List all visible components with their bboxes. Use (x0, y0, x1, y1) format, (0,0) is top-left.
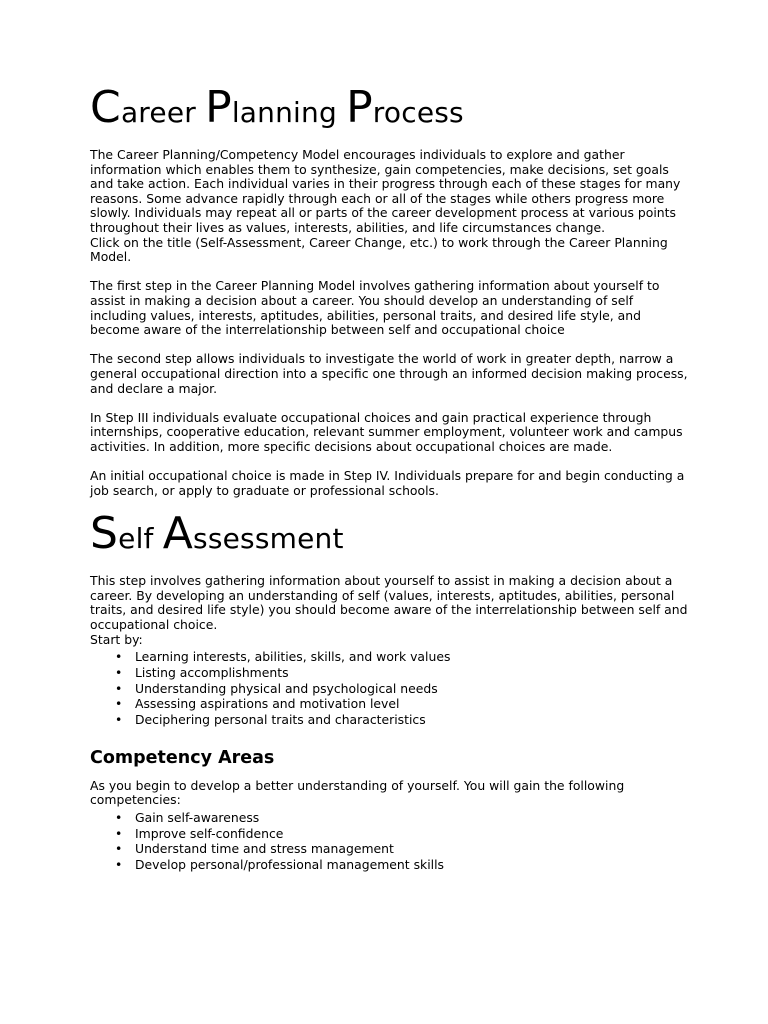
list-item: • Learning interests, abilities, skills, and work values (135, 649, 690, 665)
list-item: • Understand time and stress management (135, 841, 690, 857)
start-by-label: Start by: (90, 631, 143, 647)
title-word: Self (90, 508, 154, 560)
list-item: • Listing accomplishments (135, 665, 690, 681)
document-page (90, 82, 690, 873)
step-four-paragraph: An initial occupational choice is made in Step IV. Individuals prepare for and begin conducting a job search, or apply to graduate or professional schools. (90, 468, 685, 498)
intro-instruction: Click on the title (Self-Assessment, Career Change, etc.) to work through the Career Planning Model. (90, 234, 668, 265)
title-word: Assessment (162, 508, 344, 560)
step-one-paragraph: The first step in the Career Planning Model involves gathering information about yourself to assist in making a decision about a career. You should develop an understanding of self including values, interests, aptitudes, abilities, personal traits, and desired life style, and become aware of the interrelationship between self and occupational choice (90, 278, 660, 338)
list-item: • Improve self-confidence (135, 826, 690, 842)
self-assessment-list (90, 649, 690, 728)
competency-areas-heading: Competency Areas (90, 747, 275, 768)
title-word: Career (90, 82, 196, 133)
list-item: • Gain self-awareness (135, 810, 690, 826)
self-assessment-paragraph: This step involves gathering information about yourself to assist in making a decision about a career. By developing an understanding of self (values, interests, aptitudes, abilities, personal traits, and desired life style) you should become aware of the interrelationship between self and occupational choice. (90, 573, 688, 633)
list-item: • Assessing aspirations and motivation level (135, 696, 690, 712)
list-item: • Understanding physical and psychological needs (135, 681, 690, 697)
section-title-self-assessment (90, 508, 690, 560)
list-item: • Develop personal/professional management skills (135, 857, 690, 873)
title-word: Planning (205, 82, 337, 133)
page-title-career-planning-process (90, 82, 690, 133)
step-three-paragraph: In Step III individuals evaluate occupational choices and gain practical experience through internships, cooperative education, relevant summer employment, volunteer work and campus activities. In addition, more specific decisions about occupational choices are made. (90, 409, 683, 454)
step-two-paragraph: The second step allows individuals to investigate the world of work in greater depth, narrow a general occupational direction into a specific one through an informed decision making process, and declare a major. (90, 351, 688, 396)
competency-list (90, 810, 690, 873)
title-word: Process (346, 82, 464, 133)
list-item: • Deciphering personal traits and characteristics (135, 712, 690, 728)
competency-paragraph: As you begin to develop a better understanding of yourself. You will gain the following competencies: (90, 777, 625, 808)
intro-paragraph: The Career Planning/Competency Model encourages individuals to explore and gather information which enables them to synthesize, gain competencies, make decisions, set goals and take action. Each individual varies in their progress through each of these stages for many reasons. Some advance rapidly through each or all of the stages while others progress more slowly. Individuals may repeat all or parts of the career development process at various points throughout their lives as values, interests, abilities, and life circumstances change. (90, 147, 681, 235)
